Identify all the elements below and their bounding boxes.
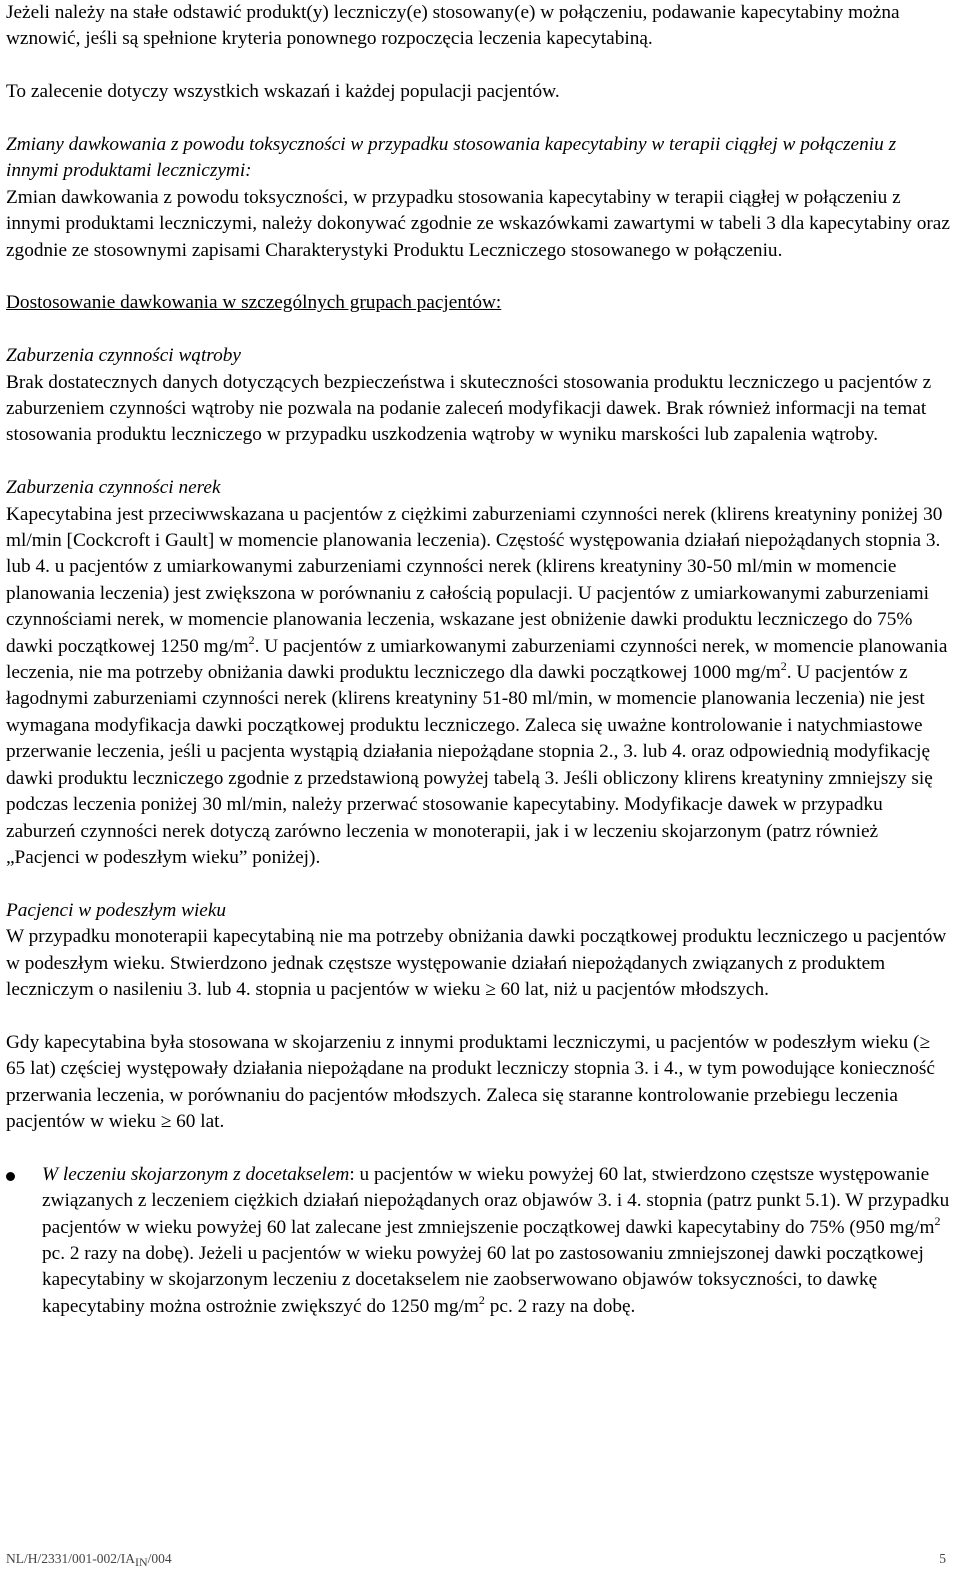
kidney-body xyxy=(6,502,951,872)
intro-paragraph-2: To zalecenie dotyczy wszystkich wskazań i każdej populacji pacjentów. xyxy=(6,81,560,103)
bullet-label: W leczeniu skojarzonym z docetakselem xyxy=(42,1163,350,1185)
bullet-text-2: pc. 2 razy na dobę). Jeżeli u pacjentów w wieku powyżej 60 lat po zastosowaniu zmniejszonej dawki początkowej kapecytabiny w skojarzonym leczeniu z docetakselem nie zaobserwowano objawów toksyczności, to dawkę kapecytabiny można ostrożnie zwiększyć do 1250 mg/m xyxy=(42,1242,924,1317)
document-code-subscript: IN xyxy=(135,1555,148,1569)
kidney-heading: Zaburzenia czynności nerek xyxy=(6,477,221,499)
superscript-2: 2 xyxy=(248,632,255,647)
superscript-2: 2 xyxy=(478,1292,485,1307)
superscript-2: 2 xyxy=(780,659,787,674)
elderly-heading: Pacjenci w podeszłym wieku xyxy=(6,899,227,921)
document-code xyxy=(6,1551,172,1567)
toxicity-body: Zmian dawkowania z powodu toksyczności, w przypadku stosowania kapecytabiny w terapii ciągłej w połączeniu z innymi produktami leczniczymi, należy dokonywać zgodnie ze wskazówkami zawartymi w tabeli 3 dla kapecytabiny oraz zgodnie ze stosownymi zapisami Charakterystyki Produktu Leczniczego stosowanego w połączeniu. xyxy=(6,186,950,261)
page-number: 5 xyxy=(939,1551,946,1566)
kidney-text-2: . U pacjentów z umiarkowanymi zaburzeniami czynności nerek, w momencie planowania leczenia, nie ma potrzeby obniżania dawki produktu leczniczego dla dawki początkowej 1000 mg/m xyxy=(6,635,948,684)
document-code-suffix: /004 xyxy=(147,1551,172,1566)
bullet-text-1: : u pacjentów w wieku powyżej 60 lat, stwierdzono częstsze występowanie związanych z leczeniem ciężkich działań niepożądanych oraz objawów 3. i 4. stopnia (patrz punkt 5.1). W przypadku pacjentów w wieku powyżej 60 lat zalecane jest zmniejszenie początkowej dawki kapecytabiny do 75% (950 mg/m xyxy=(42,1163,950,1238)
bullet-text-3: pc. 2 razy na dobę. xyxy=(484,1295,636,1317)
kidney-text-1: Kapecytabina jest przeciwwskazana u pacjentów z ciężkimi zaburzeniami czynności nerek (klirens kreatyniny poniżej 30 ml/min [Cockcroft i Gault] w momencie planowania leczenia). Częstość występowania działań niepożądanych stopnia 3. lub 4. u pacjentów z umiarkowanymi zaburzeniami czynności nerek (klirens kreatyniny 30-50 ml/min w momencie planowania leczenia) jest zwiększona w porównaniu z całością populacji. U pacjentów z umiarkowanymi zaburzeniami czynnościami nerek, w momencie planowania leczenia, wskazane jest obniżenie dawki produktu leczniczego do 75% dawki początkowej 1250 mg/m xyxy=(6,503,943,657)
intro-paragraph-1: Jeżeli należy na stałe odstawić produkt(y) leczniczy(e) stosowany(e) w połączeniu, podawanie kapecytabiny można wznowić, jeśli są spełnione kryteria ponownego rozpoczęcia leczenia kapecytabiną. xyxy=(6,2,900,50)
liver-body: Brak dostatecznych danych dotyczących bezpieczeństwa i skuteczności stosowania produktu leczniczego u pacjentów z zaburzeniem czynności wątroby nie pozwala na podanie zaleceń modyfikacji dawek. Brak również informacji na temat stosowania produktu leczniczego w przypadku uszkodzenia wątroby w wyniku marskości lub zapalenia wątroby. xyxy=(6,371,932,446)
elderly-combination-paragraph: Gdy kapecytabina była stosowana w skojarzeniu z innymi produktami leczniczymi, u pacjentów w podeszłym wieku (≥ 65 lat) częściej występowały działania niepożądane na produkt leczniczy stopnia 3. i 4., w tym powodujące konieczność przerwania leczenia, w porównaniu do pacjentów młodszych. Zaleca się staranne kontrolowanie przebiegu leczenia pacjentów w wieku ≥ 60 lat. xyxy=(6,1031,935,1132)
elderly-body: W przypadku monoterapii kapecytabiną nie ma potrzeby obniżania dawki początkowej produktu leczniczego u pacjentów w podeszłym wieku. Stwierdzono jednak częstsze występowanie działań niepożądanych związanych z produktem leczniczym o nasileniu 3. lub 4. stopnia u pacjentów w wieku ≥ 60 lat, niż u pacjentów młodszych. xyxy=(6,926,947,1000)
page-footer xyxy=(6,1551,946,1567)
docetaxel-bullet-item xyxy=(6,1162,951,1320)
bullet-dot-icon xyxy=(6,1172,15,1181)
document-code-main: NL/H/2331/001-002/IA xyxy=(6,1551,135,1566)
liver-heading: Zaburzenia czynności wątroby xyxy=(6,345,241,367)
special-groups-heading: Dostosowanie dawkowania w szczególnych grupach pacjentów: xyxy=(6,292,502,314)
superscript-2: 2 xyxy=(934,1213,941,1228)
kidney-text-3: . U pacjentów z łagodnymi zaburzeniami czynności nerek (klirens kreatyniny 51-80 ml/min, w momencie planowania leczenia) nie jest wymagana modyfikacja dawki początkowej produktu leczniczego. Zaleca się uważne kontrolowanie i natychmiastowe przerwanie leczenia, jeśli u pacjenta wystąpią działania niepożądane stopnia 2., 3. lub 4. oraz odpowiednią modyfikację dawki produktu leczniczego zgodnie z przedstawioną powyżej tabelą 3. Jeśli obliczony klirens kreatyniny zmniejszy się podczas leczenia poniżej 30 ml/min, należy przerwać stosowanie kapecytabiny. Modyfikacje dawek w przypadku zaburzeń czynności nerek dotyczą zarówno leczenia w monoterapii, jak i w leczeniu skojarzonym (patrz również „Pacjenci w podeszłym wieku” poniżej). xyxy=(6,662,933,868)
toxicity-heading: Zmiany dawkowania z powodu toksyczności w przypadku stosowania kapecytabiny w terapii ciągłej w połączeniu z innymi produktami leczniczymi: xyxy=(6,134,897,182)
